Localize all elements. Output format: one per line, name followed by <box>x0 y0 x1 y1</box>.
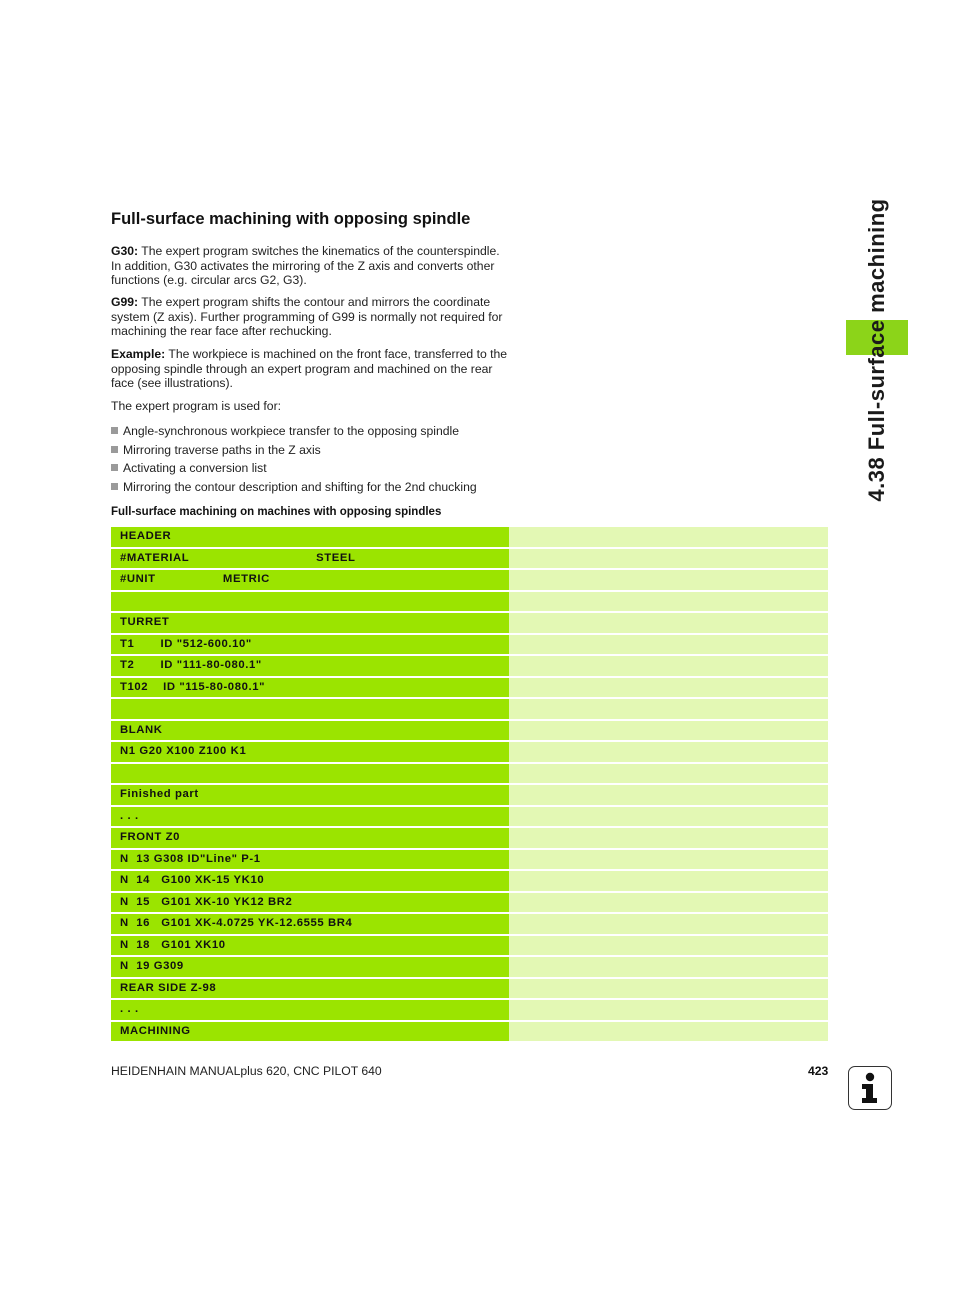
table-row <box>111 721 828 741</box>
table-caption: Full-surface machining on machines with opposing spindles <box>111 506 442 518</box>
paragraph-g99 <box>111 295 511 339</box>
comment-cell <box>509 549 828 569</box>
comment-cell <box>509 721 828 741</box>
program-table <box>111 527 828 1043</box>
paragraph-label: Example: <box>111 347 166 361</box>
table-row <box>111 656 828 676</box>
section-title: Full-surface machining with opposing spindle <box>111 210 471 228</box>
comment-cell <box>509 807 828 827</box>
code-cell: BLANK <box>111 721 509 741</box>
comment-cell <box>509 635 828 655</box>
code-cell: T1 ID "512-600.10" <box>111 635 509 655</box>
table-row <box>111 871 828 891</box>
comment-cell <box>509 699 828 719</box>
list-item-text: Activating a conversion list <box>123 461 267 475</box>
table-row <box>111 678 828 698</box>
list-item <box>111 459 531 478</box>
table-row <box>111 828 828 848</box>
table-row <box>111 613 828 633</box>
list-item-text: Mirroring traverse paths in the Z axis <box>123 442 321 457</box>
paragraph-example <box>111 347 511 391</box>
info-glyph-icon <box>849 1067 890 1108</box>
code-cell: Finished part <box>111 785 509 805</box>
comment-cell <box>509 957 828 977</box>
list-item <box>111 441 531 460</box>
code-cell <box>111 592 509 612</box>
comment-cell <box>509 570 828 590</box>
chapter-title: 4.38 Full-surface machining <box>864 198 889 502</box>
table-row <box>111 527 828 547</box>
list-item <box>111 422 531 441</box>
paragraph-text: The workpiece is machined on the front face, transferred to the opposing spindle through an expert program and machined on the rear face (see illustrations). <box>111 347 508 391</box>
paragraph-text: The expert program shifts the contour and mirrors the coordinate system (Z axis). Further programming of G99 is normally not required for machining the rear face after rechucking. <box>111 295 503 339</box>
list-item-text: Mirroring the contour description and shifting for the 2nd chucking <box>123 479 477 494</box>
comment-cell <box>509 936 828 956</box>
table-row <box>111 742 828 762</box>
paragraph-label: G30: <box>111 244 139 258</box>
code-cell: N 16 G101 XK-4.0725 YK-12.6555 BR4 <box>111 914 509 934</box>
code-cell: N 14 G100 XK-15 YK10 <box>111 871 509 891</box>
footer-title: HEIDENHAIN MANUALplus 620, CNC PILOT 640 <box>111 1064 382 1078</box>
code-cell: T102 ID "115-80-080.1" <box>111 678 509 698</box>
code-cell: #UNIT METRIC <box>111 570 509 590</box>
comment-cell <box>509 1000 828 1020</box>
bullet-square-icon <box>111 483 118 490</box>
page-number: 423 <box>808 1064 829 1078</box>
comment-cell <box>509 893 828 913</box>
code-cell <box>111 699 509 719</box>
code-cell: REAR SIDE Z-98 <box>111 979 509 999</box>
comment-cell <box>509 914 828 934</box>
code-cell: . . . <box>111 1000 509 1020</box>
code-cell: MACHINING <box>111 1022 509 1042</box>
table-row <box>111 936 828 956</box>
comment-cell <box>509 613 828 633</box>
code-cell <box>111 764 509 784</box>
code-cell: HEADER <box>111 527 509 547</box>
usage-list <box>111 422 531 496</box>
table-row <box>111 592 828 612</box>
comment-cell <box>509 742 828 762</box>
table-row <box>111 785 828 805</box>
comment-cell <box>509 592 828 612</box>
comment-cell <box>509 979 828 999</box>
code-cell: N 15 G101 XK-10 YK12 BR2 <box>111 893 509 913</box>
info-icon <box>848 1066 892 1110</box>
comment-cell <box>509 828 828 848</box>
comment-cell <box>509 764 828 784</box>
table-row <box>111 1022 828 1042</box>
comment-cell <box>509 1022 828 1042</box>
table-row <box>111 1000 828 1020</box>
table-row <box>111 635 828 655</box>
list-item-text: Angle-synchronous workpiece transfer to the opposing spindle <box>123 424 460 438</box>
code-cell: . . . <box>111 807 509 827</box>
bullet-square-icon <box>111 464 118 471</box>
code-cell: N 18 G101 XK10 <box>111 936 509 956</box>
comment-cell <box>509 785 828 805</box>
table-row <box>111 699 828 719</box>
table-row <box>111 570 828 590</box>
table-row <box>111 914 828 934</box>
comment-cell <box>509 871 828 891</box>
table-row <box>111 549 828 569</box>
bullet-square-icon <box>111 446 118 453</box>
comment-cell <box>509 656 828 676</box>
paragraph-label: G99: <box>111 295 139 309</box>
paragraph-text: The expert program is used for: <box>111 399 282 413</box>
table-row <box>111 893 828 913</box>
code-cell: N1 G20 X100 Z100 K1 <box>111 742 509 762</box>
comment-cell <box>509 850 828 870</box>
bullet-square-icon <box>111 427 118 434</box>
table-row <box>111 807 828 827</box>
paragraph-usage <box>111 399 511 414</box>
paragraph-text: The expert program switches the kinematics of the counterspindle. In addition, G30 activates the mirroring of the Z axis and converts other functions (e.g. circular arcs G2, G3). <box>111 244 500 288</box>
table-row <box>111 850 828 870</box>
code-cell: T2 ID "111-80-080.1" <box>111 656 509 676</box>
comment-cell <box>509 678 828 698</box>
paragraph-g30 <box>111 244 511 288</box>
code-cell: #MATERIAL STEEL <box>111 549 509 569</box>
code-cell: N 19 G309 <box>111 957 509 977</box>
comment-cell <box>509 527 828 547</box>
table-row <box>111 764 828 784</box>
table-row <box>111 979 828 999</box>
code-cell: TURRET <box>111 613 509 633</box>
code-cell: N 13 G308 ID"Line" P-1 <box>111 850 509 870</box>
table-row <box>111 957 828 977</box>
code-cell: FRONT Z0 <box>111 828 509 848</box>
list-item <box>111 478 531 497</box>
